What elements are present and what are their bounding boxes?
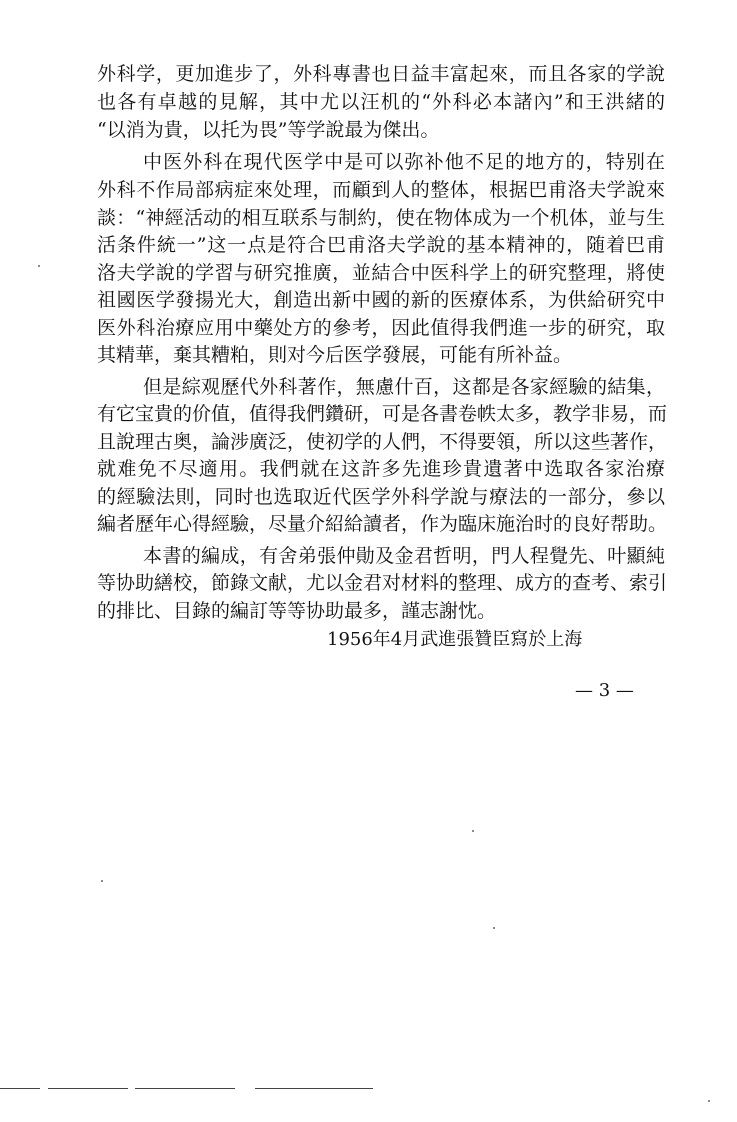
text-line: 但是綜观歷代外科著作，無慮什百，这都是各家經驗的結集， [143, 376, 665, 398]
text-line: 就难免不尽適用。我們就在这許多先進珍貴遺著中选取各家治療 [97, 458, 665, 480]
scan-artifact [48, 1088, 128, 1089]
text-line: 外科学，更加進步了，外科專書也日益丰富起來，而且各家的学說 [97, 63, 665, 85]
text-line: 等协助繕校，節錄文献，尤以金君对材料的整理、成方的查考、索引 [97, 572, 668, 594]
text-line: 有它宝貴的价值，值得我們鑽研，可是各書卷帙太多，教学非易，而 [97, 403, 668, 425]
scan-artifact [255, 1088, 373, 1089]
text-line: 外科不作局部病症來处理，而顧到人的整体，根据巴甫洛夫学說來 [97, 179, 665, 201]
scan-artifact [135, 1088, 235, 1089]
text-line: 祖國医学發揚光大，創造出新中國的新的医療体系，为供給研究中 [97, 289, 665, 311]
text-line: 中医外科在現代医学中是可以弥补他不足的地方的，特别在 [143, 151, 665, 173]
scan-artifact [708, 1100, 710, 1102]
text-line: 的經驗法則，同时也选取近代医学外科学說与療法的一部分，參以 [97, 486, 665, 508]
text-line: “以消为貴，以托为畏”等学說最为傑出。 [97, 119, 440, 141]
text-line: 也各有卓越的見解，其中尤以汪机的“外科必本諸內”和王洪緒的 [97, 91, 665, 113]
page-number: — 3 — [575, 680, 634, 701]
text-line: 医外科治療应用中藥处方的參考，因此值得我們進一步的研究，取 [97, 317, 665, 339]
text-line: 洛夫学說的学習与研究推廣，並結合中医科学上的研究整理，將使 [97, 262, 665, 284]
text-line: 談：“神經活动的相互联系与制約，使在物体成为一个机体，並与生 [97, 207, 665, 229]
text-line: 活条件統一”这一点是符合巴甫洛夫学說的基本精神的，随着巴甫 [97, 234, 665, 256]
scan-artifact [493, 927, 495, 929]
text-line: 其精華，棄其糟粕，則对今后医学發展，可能有所补益。 [97, 344, 573, 366]
text-line: 的排比、目錄的編訂等等协助最多，謹志謝忱。 [97, 600, 497, 622]
text-line: 本書的編成，有舍弟張仲勛及金君哲明，門人程覺先、叶顯純 [143, 545, 665, 567]
text-line: 且說理古奥，論涉廣泛，使初学的人們，不得要領，所以这些著作， [97, 431, 668, 453]
text-line: 編者歷年心得經驗，尽量介紹給讀者，作为臨床施治时的良好帮助。 [97, 513, 668, 535]
signature: 1956年4月武進張贊臣寫於上海 [327, 629, 583, 650]
scan-artifact [472, 830, 474, 832]
scan-artifact [38, 265, 40, 267]
scan-artifact [101, 880, 103, 882]
scan-artifact [0, 1088, 40, 1089]
